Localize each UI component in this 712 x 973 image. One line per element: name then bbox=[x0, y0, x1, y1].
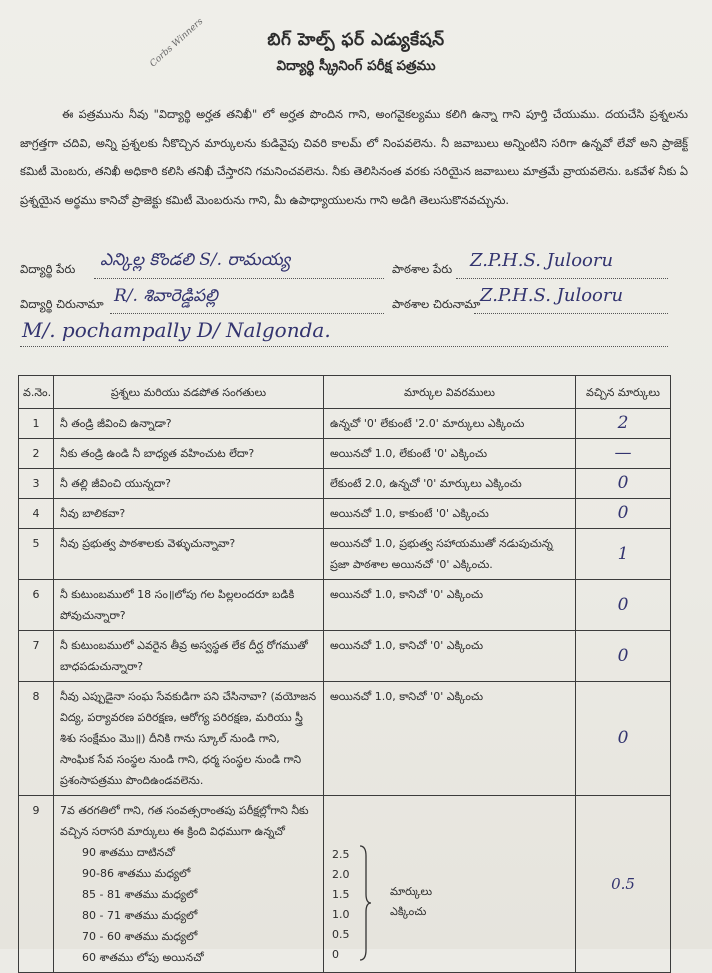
score-value: 1.5 bbox=[332, 888, 350, 901]
row9-score-scale bbox=[330, 796, 569, 961]
row-marks-value[interactable]: 1 bbox=[576, 529, 671, 580]
table-row bbox=[19, 499, 671, 529]
row-question: నీ కుటుంబములో ఎవరైన తీవ్ర అస్వస్థత లేక దీర్ఘ రోగముతో బాధపడుచున్నారా? bbox=[54, 631, 324, 682]
row-question: నీవు బాలికవా? bbox=[54, 499, 324, 529]
list-item: 90 శాతము దాటినచో bbox=[82, 846, 175, 859]
row-marks-value[interactable]: 0 bbox=[576, 580, 671, 631]
handwritten-note: Corbs Winners bbox=[148, 16, 206, 70]
header-marks-obtained: వచ్చిన మార్కులు bbox=[576, 376, 671, 409]
school-address-label: పాఠశాల చిరునామా bbox=[392, 297, 481, 311]
list-item: 90-86 శాతము మధ్యలో bbox=[82, 867, 191, 880]
score-label-line-2: ఎక్కించు bbox=[390, 905, 427, 918]
header-serial: వ.నెం. bbox=[19, 376, 54, 409]
table-row bbox=[19, 529, 671, 580]
row-question: నీకు తండ్రి ఉండి నీ బాధ్యత వహించుట లేదా? bbox=[54, 439, 324, 469]
row-question: నీవు ఎప్పుడైనా సంఘ సేవకుడిగా పని చేసినావా? (వయోజన విద్య, పర్యావరణ పరిరక్షణ, ఆరోగ్య పరిరక్షణ, మరియు స్త్రీ శిశు సంక్షేమం మొ॥) దీనికి గాను స్కూల్ నుండి గాని, సాంఘిక సేవ సంస్థల నుండి గాని, ధర్మ సంస్థల నుండి గాని ప్రశంసాపత్రము పొందిఉండవలెను. bbox=[54, 682, 324, 796]
row-number: 1 bbox=[19, 409, 54, 439]
student-name-line bbox=[94, 278, 384, 279]
row-marks-value[interactable]: 0 bbox=[576, 499, 671, 529]
row-marks-value[interactable]: 0 bbox=[576, 469, 671, 499]
row-question: నీవు ప్రభుత్వ పాఠశాలకు వెళ్ళుచున్నావా? bbox=[54, 529, 324, 580]
table-row bbox=[19, 631, 671, 682]
list-item: 80 - 71 శాతము మధ్యలో bbox=[82, 909, 198, 922]
list-item: 70 - 60 శాతము మధ్యలో bbox=[82, 930, 198, 943]
row-marks-value[interactable]: 2 bbox=[576, 409, 671, 439]
score-value: 1.0 bbox=[332, 908, 350, 921]
row-number: 2 bbox=[19, 439, 54, 469]
address-line-2-line bbox=[20, 346, 668, 347]
table-row bbox=[19, 796, 671, 973]
school-name-value[interactable]: Z.P.H.S. Julooru bbox=[470, 250, 614, 271]
row-marks-value[interactable]: — bbox=[576, 439, 671, 469]
row-number: 8 bbox=[19, 682, 54, 796]
school-name-label: పాఠశాల పేరు bbox=[392, 262, 453, 276]
row-question: నీ కుటుంబములో 18 సం॥లోపు గల పిల్లలందరూ బడికి పోవుచున్నారా? bbox=[54, 580, 324, 631]
row-marks-value[interactable]: 0.5 bbox=[576, 796, 671, 973]
row-question bbox=[54, 796, 324, 973]
header-question: ప్రశ్నలు మరియు వడపోత సంగతులు bbox=[54, 376, 324, 409]
row9-question-text: 7వ తరగతిలో గాని, గత సంవత్సరాంతపు పరీక్షల్లోగాని నీకు వచ్చిన సరాసరి మార్కులు ఈ క్రింది విధముగా ఉన్నచో bbox=[60, 804, 309, 838]
row-question: నీ తల్లి జీవించి యున్నదా? bbox=[54, 469, 324, 499]
header-marks-detail: మార్కుల వివరములు bbox=[324, 376, 576, 409]
score-value: 2.5 bbox=[332, 848, 350, 861]
row-marks-detail: అయినచో 1.0, లేకుంటే '0' ఎక్కించు bbox=[324, 439, 576, 469]
row-marks-detail: అయినచో 1.0, కానిచో '0' ఎక్కించు bbox=[324, 580, 576, 631]
row-marks-detail: అయినచో 1.0, కానిచో '0' ఎక్కించు bbox=[324, 682, 576, 796]
row-marks-detail: లేకుంటే 2.0, ఉన్నచో '0' మార్కులు ఎక్కించు bbox=[324, 469, 576, 499]
student-name-label: విద్యార్థి పేరు bbox=[20, 262, 76, 276]
student-name-value[interactable]: ఎన్కిల్ల కొండలి S/. రామయ్య bbox=[100, 250, 291, 270]
score-value: 2.0 bbox=[332, 868, 350, 881]
row-number: 6 bbox=[19, 580, 54, 631]
instructions-paragraph: ఈ పత్రమును నీవు "విద్యార్థి అర్హత తనిఖీ" లో అర్హత పొందిన గాని, అంగవైకల్యము కలిగి ఉన్నా గాని పూర్తి చేయుము. దయచేసి ప్రశ్నలను జాగ్రత్తగా చదివి, అన్ని ప్రశ్నలకు నీకొచ్చిన మార్కులను కుడివైపు చివరి కాలమ్ లో నింపవలెను. నీ జవాబులు అన్నింటిని సరిగా ఉన్నవో లేవో అని ప్రాజెక్ట్ కమిటీ మెంబరు, తనిఖీ అధికారి కలిసి తనిఖీ చేస్తారని గమనించవలెను. నీకు తెలిసినంత వరకు సరియైన జవాబులు మాత్రమే వ్రాయవలెను. ఒకవేళ నీకు ఏ ప్రశ్నయైన అర్థము కానిచో ప్రాజెక్టు కమిటీ మెంబరును గాని, మీ ఉపాధ్యాయులను గాని అడిగి తెలుసుకొనవచ్చును. bbox=[20, 107, 688, 207]
row-number: 3 bbox=[19, 469, 54, 499]
row-number: 4 bbox=[19, 499, 54, 529]
brace-icon bbox=[358, 844, 372, 962]
score-value: 0 bbox=[332, 948, 339, 961]
table-row bbox=[19, 439, 671, 469]
list-item: 60 శాతము లోపు అయినచో bbox=[82, 951, 204, 964]
score-label bbox=[390, 882, 432, 922]
row-question: నీ తండ్రి జీవించి ఉన్నాడా? bbox=[54, 409, 324, 439]
student-address-label: విద్యార్థి చిరునామా bbox=[20, 297, 104, 311]
table-row bbox=[19, 682, 671, 796]
address-line-2-value[interactable]: M/. pochampally D/ Nalgonda. bbox=[22, 318, 331, 342]
row-marks-value[interactable]: 0 bbox=[576, 682, 671, 796]
school-name-line bbox=[456, 278, 668, 279]
row-number: 5 bbox=[19, 529, 54, 580]
row-marks-detail: అయినచో 1.0, కానిచో '0' ఎక్కించు bbox=[324, 631, 576, 682]
row-number: 9 bbox=[19, 796, 54, 973]
table-row bbox=[19, 409, 671, 439]
score-label-line-1: మార్కులు bbox=[390, 885, 433, 898]
row-marks-detail: అయినచో 1.0, కాకుంటే '0' ఎక్కించు bbox=[324, 499, 576, 529]
row-marks-detail: ఉన్నచో '0' లేకుంటే '2.0' మార్కులు ఎక్కించు bbox=[324, 409, 576, 439]
table-header-row bbox=[19, 376, 671, 409]
school-address-value[interactable]: Z.P.H.S. Julooru bbox=[480, 285, 624, 306]
row-marks-value[interactable]: 0 bbox=[576, 631, 671, 682]
row-marks-detail: అయినచో 1.0, ప్రభుత్వ సహాయముతో నడుపుచున్న ప్రజా పాఠశాల అయినచో '0' ఎక్కించు. bbox=[324, 529, 576, 580]
document-title: బిగ్ హెల్ప్ ఫర్ ఎడ్యుకేషన్ bbox=[267, 30, 445, 50]
screening-table bbox=[18, 375, 671, 973]
row-marks-detail bbox=[324, 796, 576, 973]
score-value: 0.5 bbox=[332, 928, 350, 941]
row9-range-list bbox=[60, 842, 317, 968]
table-row bbox=[19, 469, 671, 499]
table-row bbox=[19, 580, 671, 631]
school-address-line bbox=[474, 313, 668, 314]
document-subtitle: విద్యార్థి స్క్రీనింగ్ పరీక్ష పత్రము bbox=[276, 58, 436, 74]
list-item: 85 - 81 శాతము మధ్యలో bbox=[82, 888, 198, 901]
student-address-line bbox=[110, 313, 384, 314]
row-number: 7 bbox=[19, 631, 54, 682]
student-address-value[interactable]: R/. శివారెడ్డిపల్లి bbox=[114, 286, 218, 306]
